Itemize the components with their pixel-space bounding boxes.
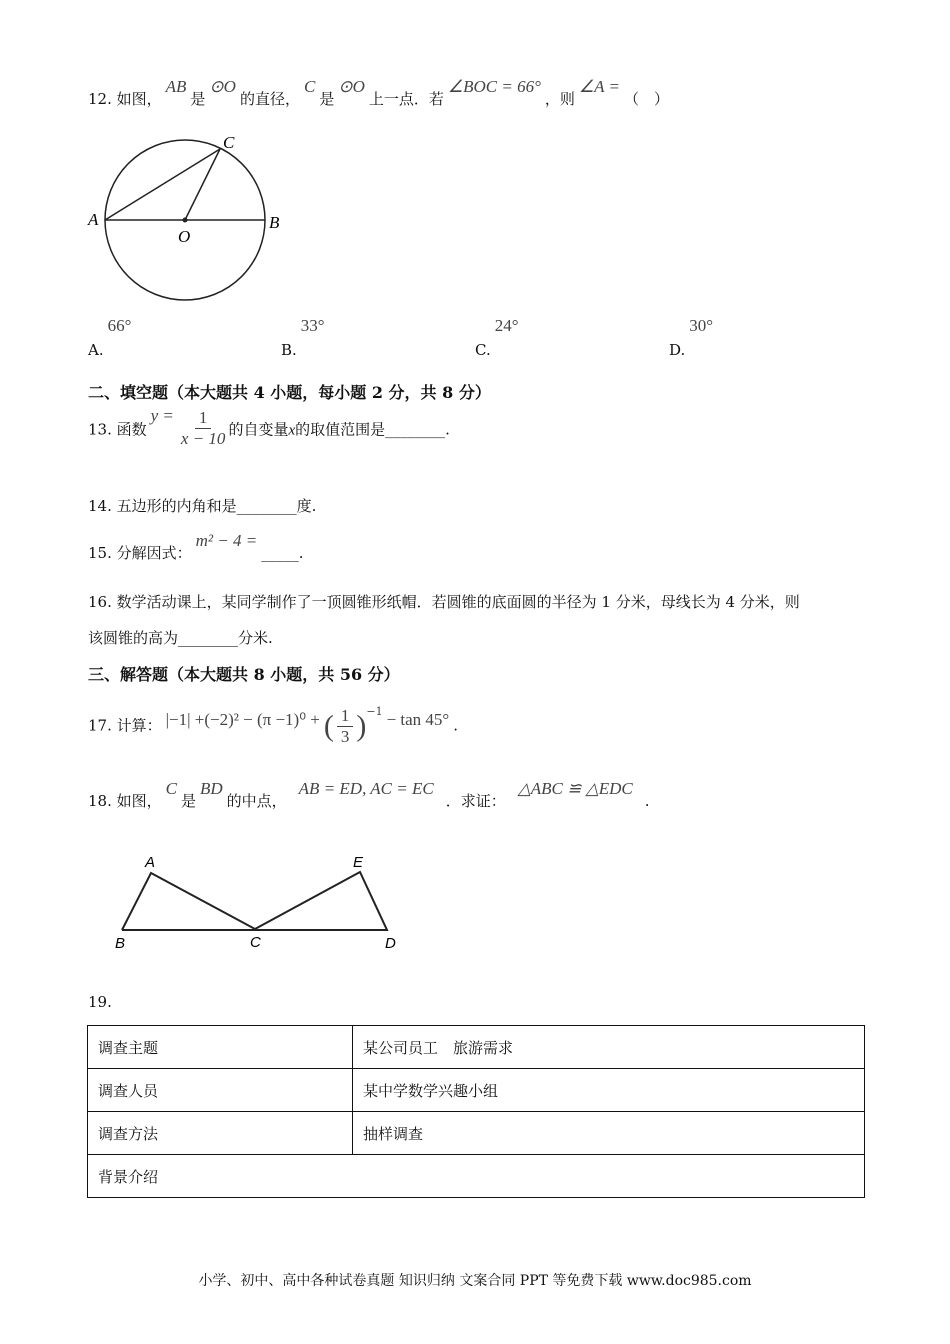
option-label: A. (88, 341, 104, 359)
math: AB (165, 77, 187, 96)
exponent: −1 (366, 704, 383, 718)
question-16-line2: 该圆锥的高为________分米. (88, 629, 273, 647)
table-row (88, 1069, 865, 1112)
option-value: 33° (300, 316, 325, 335)
numerator: 1 (337, 706, 354, 727)
text: 是 (190, 90, 206, 108)
label-A: A (145, 854, 156, 871)
table-row (88, 1026, 865, 1069)
math: C (303, 77, 316, 96)
table-cell: 抽样调查 (353, 1112, 865, 1155)
question-18 (88, 779, 650, 811)
label-B: B (269, 213, 280, 232)
text: 是 (319, 90, 335, 108)
option-value: 30° (689, 316, 714, 335)
label-C: C (223, 133, 235, 152)
option-label: B. (281, 341, 297, 359)
question-15 (88, 531, 304, 563)
numerator: 1 (195, 408, 212, 429)
math: m² − 4 = (195, 531, 258, 550)
math: ∠A = (578, 77, 620, 96)
denominator: x − 10 (180, 429, 226, 448)
math: C (165, 779, 177, 798)
section-heading: 二、填空题（本大题共 4 小题，每小题 2 分，共 8 分） (88, 383, 491, 402)
text: 上一点．若 (368, 90, 444, 108)
triangle-figure (105, 845, 405, 955)
q-number: 17. 计算： (88, 716, 162, 735)
math: AB = ED, AC = EC (298, 779, 434, 798)
table-row (88, 1155, 865, 1198)
q-number: 12. 如图， (88, 90, 162, 108)
math: x (288, 422, 296, 439)
text: ．求证： (445, 792, 506, 810)
math: |−1| +(−2)² − (π −1)⁰ + (165, 709, 320, 729)
label-C: C (250, 934, 261, 951)
label-B: B (115, 935, 126, 952)
fraction (337, 706, 354, 747)
label-O: O (178, 227, 191, 246)
math: ⊙O (209, 77, 236, 96)
answer-paren: （ ） (623, 90, 669, 108)
text: ，则 (544, 90, 575, 108)
table-cell: 调查主题 (88, 1026, 353, 1069)
table-cell: 调查方法 (88, 1112, 353, 1155)
text: 的直径， (239, 90, 300, 108)
table-row (88, 1112, 865, 1155)
option-label: C. (475, 341, 491, 359)
text: 的取值范围是________. (295, 420, 450, 439)
option-label: D. (669, 341, 686, 359)
table-cell: 调查人员 (88, 1069, 353, 1112)
survey-table (87, 1025, 865, 1198)
label-D: D (385, 935, 396, 952)
table-cell: 某公司员工 旅游需求 (353, 1026, 865, 1069)
question-16-line1: 16. 数学活动课上，某同学制作了一顶圆锥形纸帽．若圆锥的底面圆的半径为 1 分米，母线长为 4 分米，则 (88, 593, 800, 611)
option-a[interactable] (88, 316, 135, 359)
label-E: E (353, 854, 364, 871)
text: . (644, 792, 650, 810)
text: 是 (180, 792, 196, 810)
option-b[interactable] (281, 316, 329, 359)
question-14: 14. 五边形的内角和是________度. (88, 497, 317, 515)
math: ⊙O (338, 77, 365, 96)
answer-blank: _____. (261, 544, 304, 562)
q-number: 13. 函数 (88, 420, 147, 439)
math: − tan 45° (386, 709, 450, 729)
footer: 小学、初中、高中各种试卷真题 知识归纳 文案合同 PPT 等免费下载 www.doc985.com (198, 1273, 752, 1289)
section-heading: 三、解答题（本大题共 8 小题，共 56 分） (88, 665, 400, 684)
question-12 (88, 77, 669, 109)
option-value: 66° (107, 316, 132, 335)
question-13 (88, 405, 450, 451)
text: 的中点， (226, 792, 287, 810)
question-17: 17. 计算： |−1| +(−2)² − (π −1)⁰ + ( $\frac{1}{3}$ )$^{-1}$ − tan 45° . (88, 704, 459, 746)
denominator: 3 (340, 727, 350, 746)
math: △ABC ≌ △EDC (517, 779, 633, 798)
table-cell: 背景介绍 (88, 1155, 865, 1198)
text: 的自变量 (228, 420, 289, 439)
circle-figure (80, 125, 300, 325)
label-A: A (88, 210, 99, 229)
q-number: 18. 如图， (88, 792, 162, 810)
math: BD (199, 779, 223, 798)
fraction (181, 408, 226, 449)
option-d[interactable] (669, 316, 717, 359)
text: . (453, 716, 459, 735)
table-cell: 某中学数学兴趣小组 (353, 1069, 865, 1112)
q-number: 15. 分解因式： (88, 544, 192, 562)
option-value: 24° (494, 316, 519, 335)
math: ∠BOC = 66° (447, 77, 541, 96)
math: y = (150, 405, 174, 425)
question-19: 19. (88, 993, 112, 1011)
option-c[interactable] (475, 316, 523, 359)
